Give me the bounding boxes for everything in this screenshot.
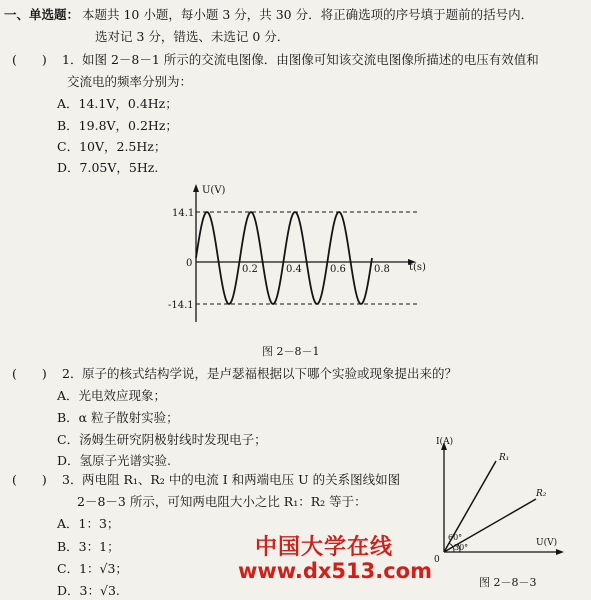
- option-q2-d: D．氢原子光谱实验.: [57, 453, 171, 468]
- figure-3-caption: 图 2－8－3: [479, 576, 537, 589]
- option-q3-d: D．3：√3.: [57, 583, 120, 598]
- option-q3-b: B．3：1；: [57, 539, 120, 554]
- origin-fig1: 0: [186, 258, 193, 269]
- option-q1-a: A．14.1V，0.4Hz；: [57, 96, 178, 111]
- option-q1-b: B．19.8V，0.2Hz；: [57, 118, 178, 133]
- label-r1: R₁: [499, 453, 510, 463]
- xtick-0.6: 0.6: [330, 264, 346, 275]
- option-q2-c: C．汤姆生研究阴极射线时发现电子；: [57, 432, 267, 447]
- option-q3-a: A．1：3；: [57, 516, 120, 531]
- option-q2-a: A．光电效应现象；: [57, 388, 167, 403]
- section-heading: 一、单选题：: [4, 7, 80, 22]
- option-q1-c: C．10V，2.5Hz；: [57, 139, 167, 154]
- question-stem-q3-line1: 两电阻 R₁、R₂ 中的电流 I 和两端电压 U 的关系图线如图: [82, 472, 401, 487]
- label-angle-30: 30°: [454, 543, 469, 552]
- answer-bracket-q1[interactable]: ( ): [12, 52, 47, 67]
- ylabel-fig3: I(A): [436, 437, 454, 447]
- question-stem-q2: 原子的核式结构学说，是卢瑟福根据以下哪个实验或现象提出来的？: [82, 366, 458, 381]
- question-number-q3: 3．: [62, 472, 83, 487]
- label-angle-60: 60°: [448, 533, 463, 542]
- label-r2: R₂: [536, 489, 547, 499]
- origin-fig3: 0: [434, 555, 440, 565]
- answer-bracket-q2[interactable]: ( ): [12, 366, 47, 381]
- ylabel-fig1: U(V): [202, 185, 226, 196]
- option-q1-d: D．7.05V，5Hz.: [57, 160, 159, 175]
- xtick-0.4: 0.4: [286, 264, 302, 275]
- question-stem-q3-line2: 2－8－3 所示，可知两电阻大小之比 R₁：R₂ 等于：: [77, 494, 367, 509]
- option-q3-c: C．1：√3；: [57, 561, 128, 576]
- answer-bracket-q3[interactable]: ( ): [12, 472, 47, 487]
- watermark-url: www.dx513.com: [238, 559, 432, 583]
- x-axis-arrow-fig3: [556, 549, 564, 555]
- question-number-q2: 2．: [62, 366, 83, 381]
- ytick-min: -14.1: [168, 300, 194, 311]
- ytick-max: 14.1: [172, 208, 195, 219]
- watermark-site-name: 中国大学在线: [255, 534, 394, 560]
- xlabel-fig3: U(V): [536, 538, 558, 548]
- option-q2-b: B．α 粒子散射实验；: [57, 410, 179, 425]
- question-number-q1: 1．: [62, 52, 83, 67]
- xtick-0.8: 0.8: [374, 264, 390, 275]
- xtick-0.2: 0.2: [242, 264, 258, 275]
- question-stem-q1-line2: 交流电的频率分别为：: [67, 74, 193, 89]
- xlabel-fig1: t(s): [409, 262, 426, 273]
- section-instruction-line2: 选对记 3 分，错选、未选记 0 分．: [95, 29, 290, 44]
- section-instruction-line1: 本题共 10 小题，每小题 3 分，共 30 分．将正确选项的序号填于题前的括号内．: [82, 7, 534, 22]
- figure-1-caption: 图 2－8－1: [262, 345, 320, 358]
- question-stem-q1-line1: 如图 2－8－1 所示的交流电图像．由图像可知该交流电图像所描述的电压有效值和: [82, 52, 539, 67]
